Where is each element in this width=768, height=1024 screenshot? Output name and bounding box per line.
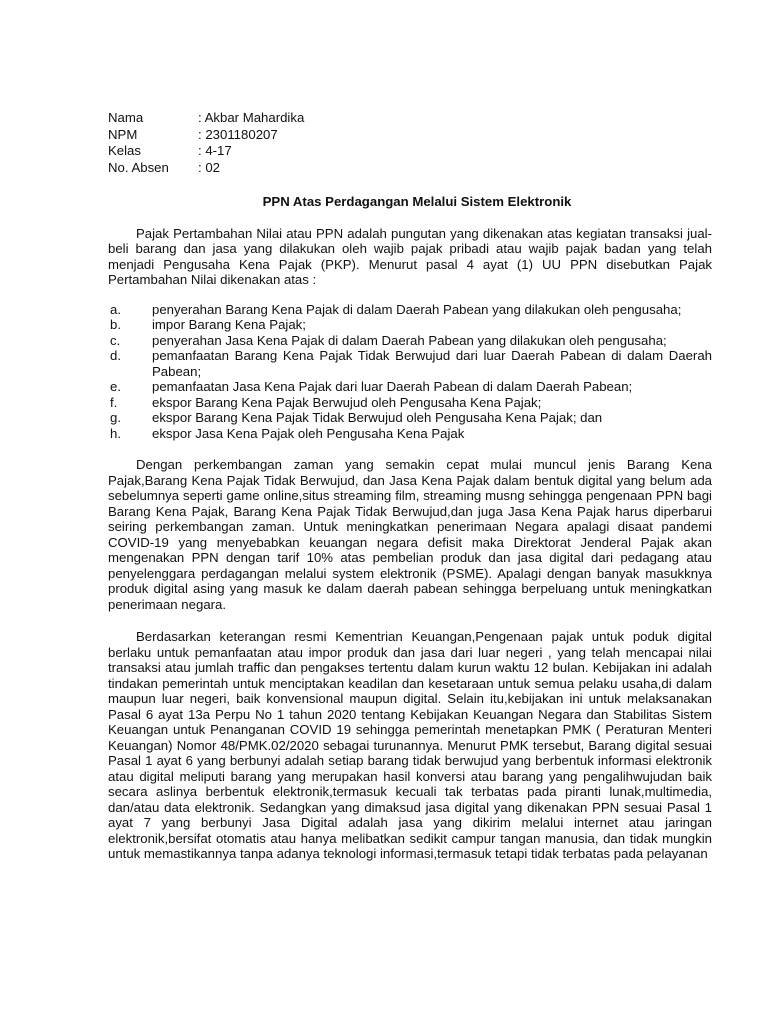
info-value: : 02 bbox=[198, 160, 220, 177]
list-item bbox=[108, 410, 712, 426]
list-text: penyerahan Barang Kena Pajak di dalam Daerah Pabean yang dilakukan oleh pengusaha; bbox=[152, 301, 682, 317]
list-marker: d. bbox=[110, 348, 121, 363]
list-text: pemanfaatan Barang Kena Pajak Tidak Berwujud dari luar Daerah Pabean di dalam Daerah Pabean; bbox=[152, 348, 712, 379]
list-item bbox=[108, 348, 712, 379]
info-label: Nama bbox=[108, 110, 144, 125]
list-item bbox=[108, 379, 712, 395]
list-item bbox=[108, 333, 712, 349]
info-value: : 2301180207 bbox=[198, 127, 278, 144]
list-marker: c. bbox=[110, 332, 121, 348]
list-text: ekspor Barang Kena Pajak Tidak Berwujud oleh Pengusaha Kena Pajak; dan bbox=[152, 410, 603, 425]
info-row-class bbox=[108, 143, 712, 160]
info-row-name bbox=[108, 110, 712, 127]
list-text: pemanfaatan Jasa Kena Pajak dari luar Daerah Pabean di dalam Daerah Pabean; bbox=[152, 379, 633, 394]
info-label: NPM bbox=[108, 126, 138, 142]
list-item bbox=[108, 426, 712, 442]
document-title: PPN Atas Perdagangan Melalui Sistem Elektronik bbox=[262, 194, 572, 209]
info-label: Kelas bbox=[108, 143, 141, 158]
list-text: ekspor Barang Kena Pajak Berwujud oleh Pengusaha Kena Pajak; bbox=[152, 394, 542, 410]
body-paragraph-1: Dengan perkembangan zaman yang semakin cepat mulai muncul jenis Barang Kena Pajak,Barang Kena Pajak Tidak Berwujud, dan Jasa Kena Pajak dalam bentuk digital yang belum ada sebelumnya seperti game online,situs streaming film, streaming musng sehingga pengenaan PPN bagi Barang Kena Pajak, Barang Kena Pajak Tidak Berwujud,dan juga Jasa Kena Pajak harus diperbarui seiring perkembangan zaman. Untuk meningkatkan penerimaan Negara apalagi disaat pandemi COVID-19 yang menyebabkan keuangan negara defisit maka Direktorat Jenderal Pajak akan mengenakan PPN dengan tarif 10% atas pembelian produk dan jasa digital dari pedagang atau penyelenggara perdagangan melalui system elektronik (PSME). Apalagi dengan banyak masukknya produk digital asing yang masuk ke dalam daerah pabean sehingga berpeluang untuk meningkatkan penerimaan negara. bbox=[108, 457, 712, 612]
list-item bbox=[108, 317, 712, 333]
list-marker: e. bbox=[110, 379, 121, 394]
body-paragraph-2: Berdasarkan keterangan resmi Kementrian Keuangan,Pengenaan pajak untuk poduk digital berlaku untuk pemanfaatan atau impor produk dan jasa dari luar negeri , yang telah mencapai nilai transaksi atau jumlah traffic dan pengakses tertentu dalam kurun waktu 12 bulan. Kebijakan ini adalah tindakan pemerintah untuk menciptakan keadilan dan kesetaraan untuk semua pelaku usaha,di dalam maupun luar negeri, baik konvensional maupun digital. Selain itu,kebijakan ini untuk melaksanakan Pasal 6 ayat 13a Perpu No 1 tahun 2020 tentang Kebijakan Keuangan Negara dan Stabilitas Sistem Keuangan untuk Penanganan COVID 19 sehingga pemerintah menetapkan PMK ( Peraturan Menteri Keuangan) Nomor 48/PMK.02/2020 sebagai turunannya. Menurut PMK tersebut, Barang digital sesuai Pasal 1 ayat 6 yang berbunyi adalah setiap barang tidak berwujud yang berbentuk informasi elektronik atau digital meliputi barang yang merupakan hasil konversi atau barang yang pengalihwujudan baik secara aslinya berbentuk elektronik,termasuk kecuali tak terbatas pada piranti lunak,multimedia, dan/atau data elektronik. Sedangkan yang dimaksud jasa digital yang dikenakan PPN sesuai Pasal 1 ayat 7 yang berbunyi Jasa Digital adalah jasa yang dikirim melalui internet atau jaringan elektronik,bersifat otomatis atau hanya melibatkan sedikit campur tangan manusia, dan tidak mungkin untuk memastikannya tanpa adanya teknologi informasi,termasuk tetapi tidak terbatas pada pelayanan bbox=[108, 629, 712, 861]
intro-paragraph: Pajak Pertambahan Nilai atau PPN adalah pungutan yang dikenakan atas kegiatan transaksi jual-beli barang dan jasa yang dilakukan oleh wajib pajak pribadi atau wajib pajak badan yang telah menjadi Pengusaha Kena Pajak (PKP). Menurut pasal 4 ayat (1) UU PPN disebutkan Pajak Pertambahan Nilai dikenakan atas : bbox=[108, 225, 712, 287]
info-row-npm bbox=[108, 127, 712, 144]
list-marker: g. bbox=[110, 410, 121, 425]
info-value: : Akbar Mahardika bbox=[198, 110, 304, 127]
list-text: ekspor Jasa Kena Pajak oleh Pengusaha Kena Pajak bbox=[152, 425, 465, 441]
list-marker: a. bbox=[110, 301, 121, 317]
info-value: : 4-17 bbox=[198, 143, 232, 160]
list-marker: b. bbox=[110, 317, 121, 332]
list-marker: h. bbox=[110, 425, 121, 441]
taxable-items-list bbox=[108, 302, 712, 442]
list-item bbox=[108, 395, 712, 411]
info-label: No. Absen bbox=[108, 159, 169, 175]
list-marker: f. bbox=[110, 394, 118, 410]
list-item bbox=[108, 302, 712, 318]
list-text: impor Barang Kena Pajak; bbox=[152, 317, 306, 332]
info-row-absence-number bbox=[108, 160, 712, 177]
list-text: penyerahan Jasa Kena Pajak di dalam Daerah Pabean yang dilakukan oleh pengusaha; bbox=[152, 332, 667, 348]
student-info bbox=[108, 110, 712, 176]
